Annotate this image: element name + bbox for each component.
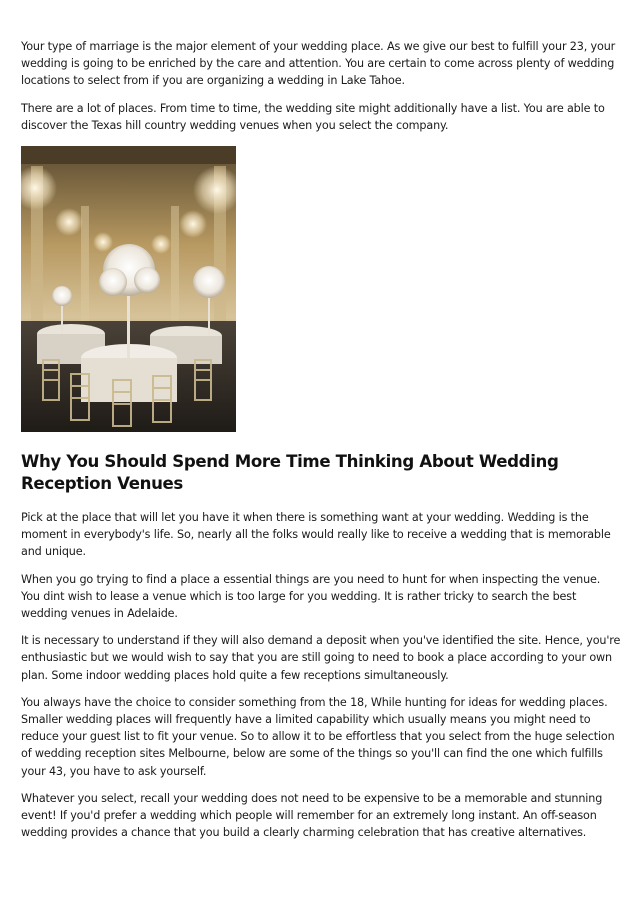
intro-paragraph-1: Your type of marriage is the major element of your wedding place. As we give our best to fulfill your 23, your wedding is going to be enriched by the care and attention. You are certain to come across plenty of wedding locations to select from if you are organizing a wedding in Lake Tahoe. — [21, 40, 616, 88]
section-paragraph-1: Pick at the place that will let you have it when there is something want at your wedding. Wedding is the moment in everybody's life. So, nearly all the folks would really like to receive a wedding that is memorable and unique. — [21, 511, 611, 559]
section-paragraph-2: When you go trying to find a place a essential things are you need to hunt for when inspecting the venue. You dint wish to lease a venue which is too large for you wedding. It is rather tricky to search the best wedding venues in Adelaide. — [21, 572, 601, 621]
section-heading: Why You Should Spend More Time Thinking About Wedding Reception Venues — [21, 452, 559, 494]
intro-paragraph-2: There are a lot of places. From time to time, the wedding site might additionally have a list. You are able to discover the Texas hill country wedding venues when you select the company. — [21, 101, 605, 132]
section-paragraph-4: You always have the choice to consider something from the 18, While hunting for ideas for wedding places. Smaller wedding places will frequently have a limited capability which usually means you might need to reduce your guest list to fit your venue. So to allow it to be effortless that you select from the huge selection of wedding reception sites Melbourne, below are some of the things so you'll can find the one which fulfills your 43, you have to ask yourself. — [21, 695, 615, 778]
document-page — [21, 38, 621, 851]
section-paragraph-3: It is necessary to understand if they will also demand a deposit when you've identified the site. Hence, you're enthusiastic but we would wish to say that you are still going to need to book a place according to your own plan. Some indoor wedding places hold quite a few receptions simultaneously. — [21, 634, 621, 682]
ballroom-photo — [21, 146, 236, 432]
section-paragraph-5: Whatever you select, recall your wedding does not need to be expensive to be a memorable and stunning event! If you'd prefer a wedding which people will remember for an extremely long instant. An off-season wedding provides a chance that you build a clearly charming celebration that has creative alternatives. — [21, 791, 603, 840]
ballroom-illustration — [21, 146, 236, 432]
